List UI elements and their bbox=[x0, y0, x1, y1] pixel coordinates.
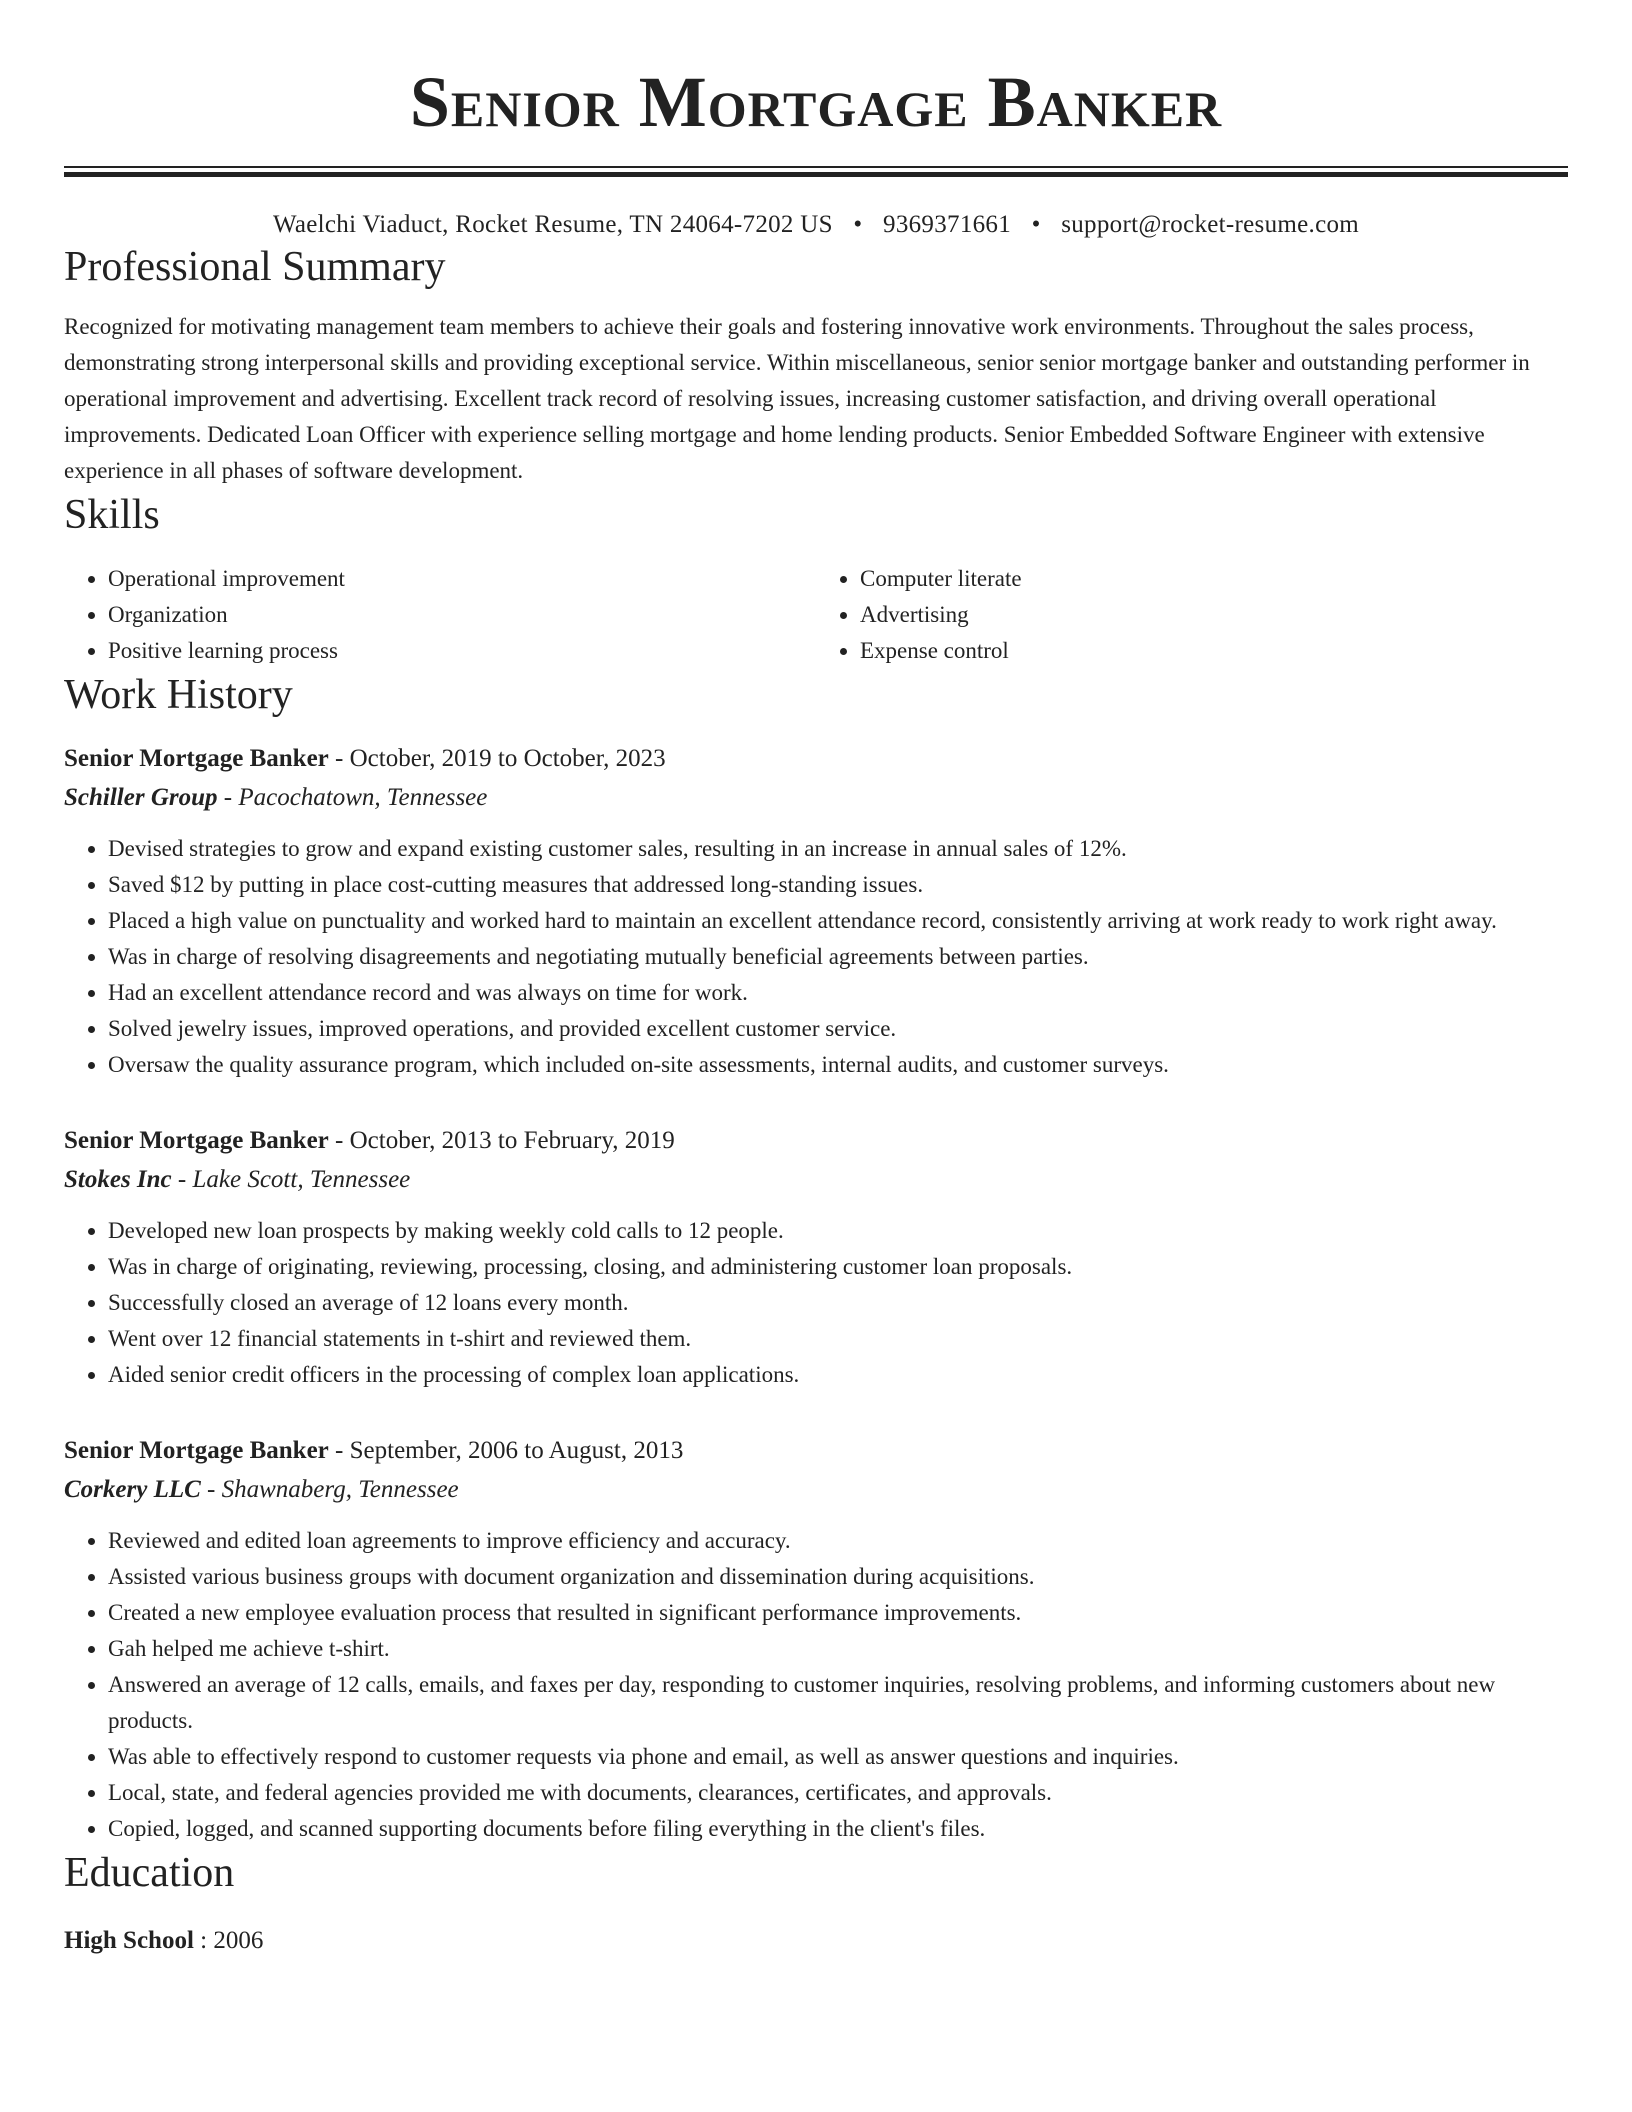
job-bullet: • Developed new loan prospects by making weekly cold calls to 12 people. bbox=[108, 1213, 1568, 1249]
job-title: Senior Mortgage Banker bbox=[64, 1127, 329, 1154]
contact-email[interactable]: support@rocket-resume.com bbox=[1061, 211, 1360, 238]
job-bullet: • Had an excellent attendance record and was always on time for work. bbox=[108, 975, 1568, 1011]
skill-item: • Operational improvement bbox=[108, 561, 816, 597]
contact-phone[interactable]: 9369371661 bbox=[883, 211, 1012, 238]
job-bullet: • Assisted various business groups with document organization and dissemination during acquisitions. bbox=[108, 1559, 1568, 1595]
job-bullet: • Gah helped me achieve t-shirt. bbox=[108, 1631, 1568, 1667]
skill-item: • Organization bbox=[108, 597, 816, 633]
job-bullet: • Answered an average of 12 calls, emails, and faxes per day, responding to customer inquiries, resolving problems, and informing customers about new products. bbox=[108, 1667, 1568, 1739]
summary-heading: Professional Summary bbox=[64, 244, 446, 290]
job-bullet: • Was able to effectively respond to customer requests via phone and email, as well as answer questions and inquiries. bbox=[108, 1739, 1568, 1775]
job-location: Shawnaberg, Tennessee bbox=[221, 1476, 459, 1503]
job-bullet: • Reviewed and edited loan agreements to improve efficiency and accuracy. bbox=[108, 1523, 1568, 1559]
job-bullet: • Devised strategies to grow and expand existing customer sales, resulting in an increase in annual sales of 12%. bbox=[108, 831, 1568, 867]
skill-item: • Expense control bbox=[860, 633, 1568, 669]
job-dates: October, 2019 to October, 2023 bbox=[349, 745, 666, 772]
job-bullets bbox=[64, 1523, 1568, 1847]
job-company: Stokes Inc bbox=[64, 1166, 172, 1193]
skill-item: • Positive learning process bbox=[108, 633, 816, 669]
job-location: Lake Scott, Tennessee bbox=[192, 1166, 411, 1193]
job-company: Schiller Group bbox=[64, 784, 218, 811]
education-degree: High School bbox=[64, 1927, 194, 1954]
skills-heading: Skills bbox=[64, 492, 160, 538]
job-title-line: Senior Mortgage Banker - September, 2006 to August, 2013 bbox=[64, 1437, 684, 1464]
job-bullet: • Oversaw the quality assurance program, which included on-site assessments, internal audits, and customer surveys. bbox=[108, 1047, 1568, 1083]
job-dates: September, 2006 to August, 2013 bbox=[349, 1437, 684, 1464]
job-bullet: • Copied, logged, and scanned supporting documents before filing everything in the client's files. bbox=[108, 1811, 1568, 1847]
job-title-line: Senior Mortgage Banker - October, 2019 to October, 2023 bbox=[64, 745, 666, 772]
job-bullet: • Went over 12 financial statements in t-shirt and reviewed them. bbox=[108, 1321, 1568, 1357]
contact-separator: • bbox=[1031, 211, 1041, 238]
job-bullet: • Was in charge of originating, reviewing, processing, closing, and administering customer loan proposals. bbox=[108, 1249, 1568, 1285]
skill-item: • Computer literate bbox=[860, 561, 1568, 597]
skills-column-right bbox=[816, 561, 1568, 669]
job-title-line: Senior Mortgage Banker - October, 2013 to February, 2019 bbox=[64, 1127, 675, 1154]
job-bullet: • Local, state, and federal agencies provided me with documents, clearances, certificates, and approvals. bbox=[108, 1775, 1568, 1811]
contact-line bbox=[64, 209, 1568, 241]
job-company: Corkery LLC bbox=[64, 1476, 201, 1503]
job-company-line: Corkery LLC - Shawnaberg, Tennessee bbox=[64, 1476, 459, 1503]
education-heading: Education bbox=[64, 1850, 235, 1896]
skills-list bbox=[64, 561, 1568, 669]
job-bullets bbox=[64, 831, 1568, 1083]
education-year: 2006 bbox=[213, 1927, 264, 1954]
job-dates: October, 2013 to February, 2019 bbox=[349, 1127, 675, 1154]
contact-address: Waelchi Viaduct, Rocket Resume, TN 24064-7202 US bbox=[272, 211, 833, 238]
job-title: Senior Mortgage Banker bbox=[64, 1437, 329, 1464]
skill-item: • Advertising bbox=[860, 597, 1568, 633]
job-title: Senior Mortgage Banker bbox=[64, 745, 329, 772]
job-entry bbox=[64, 1121, 1568, 1393]
job-entry bbox=[64, 739, 1568, 1083]
work-history-heading: Work History bbox=[64, 672, 293, 718]
contact-separator: • bbox=[853, 211, 863, 238]
summary-text: Recognized for motivating management team members to achieve their goals and fostering innovative work environments. Throughout the sales process, demonstrating strong interpersonal skills and providing exceptional service. Within miscellaneous, senior senior mortgage banker and outstanding performer in operational improvement and advertising. Excellent track record of resolving issues, increasing customer satisfaction, and driving overall operational improvements. Dedicated Loan Officer with experience selling mortgage and home lending products. Senior Embedded Software Engineer with extensive experience in all phases of software development. bbox=[64, 314, 1530, 483]
job-bullet: • Was in charge of resolving disagreements and negotiating mutually beneficial agreements between parties. bbox=[108, 939, 1568, 975]
job-company-line: Schiller Group - Pacochatown, Tennessee bbox=[64, 784, 488, 811]
job-bullet: • Created a new employee evaluation process that resulted in significant performance improvements. bbox=[108, 1595, 1568, 1631]
job-entry bbox=[64, 1431, 1568, 1847]
job-bullet: • Placed a high value on punctuality and worked hard to maintain an excellent attendance record, consistently arriving at work ready to work right away. bbox=[108, 903, 1568, 939]
skills-column-left bbox=[64, 561, 816, 669]
job-company-line: Stokes Inc - Lake Scott, Tennessee bbox=[64, 1166, 411, 1193]
job-bullets bbox=[64, 1213, 1568, 1393]
job-bullet: • Aided senior credit officers in the processing of complex loan applications. bbox=[108, 1357, 1568, 1393]
job-bullet: • Solved jewelry issues, improved operations, and provided excellent customer service. bbox=[108, 1011, 1568, 1047]
job-location: Pacochatown, Tennessee bbox=[238, 784, 488, 811]
job-bullet: • Successfully closed an average of 12 loans every month. bbox=[108, 1285, 1568, 1321]
resume-title: Senior Mortgage Banker bbox=[409, 62, 1223, 142]
education-entry: High School : 2006 bbox=[64, 1927, 264, 1954]
title-divider bbox=[64, 166, 1568, 177]
job-bullet: • Saved $12 by putting in place cost-cutting measures that addressed long-standing issues. bbox=[108, 867, 1568, 903]
